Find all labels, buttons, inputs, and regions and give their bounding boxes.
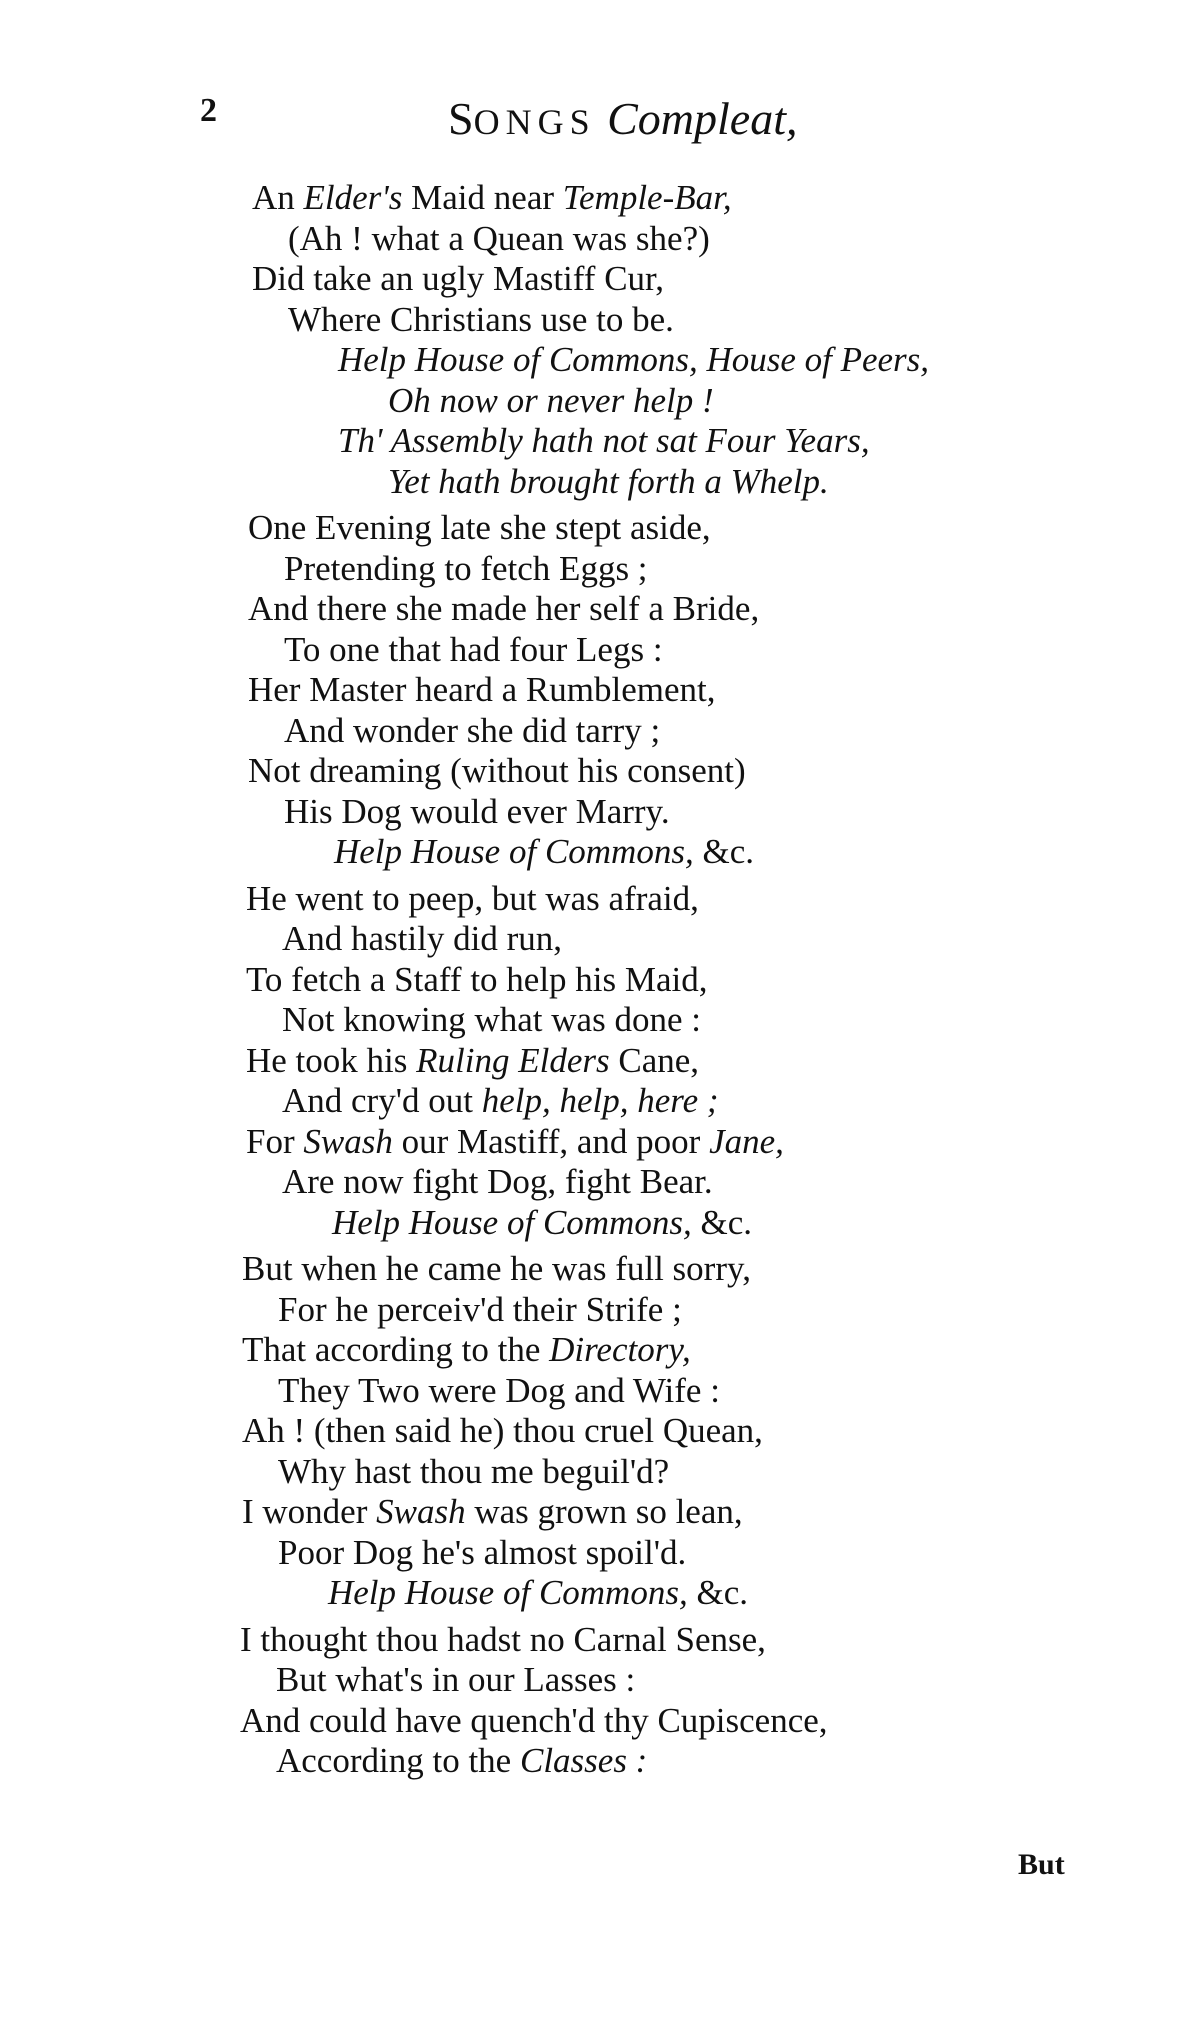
italic-text: Swash — [376, 1492, 466, 1531]
roman-text: &c. — [693, 832, 754, 871]
roman-text: &c. — [687, 1573, 748, 1612]
verse-line — [246, 960, 1132, 1001]
verse-line — [242, 1452, 1132, 1493]
roman-text: I thought thou hadst no Carnal Sense, — [240, 1619, 766, 1659]
verse-line — [248, 670, 1132, 711]
italic-text: Ruling Elders — [416, 1040, 610, 1080]
roman-text: For — [246, 1121, 304, 1161]
verse-line — [248, 589, 1132, 630]
roman-text: Poor Dog he's almost spoil'd. — [278, 1532, 687, 1572]
verse-line — [246, 1000, 1132, 1041]
roman-text: Not dreaming (without his consent) — [248, 751, 746, 790]
running-head — [448, 92, 798, 145]
stanza — [248, 508, 1132, 873]
roman-text: I wonder — [242, 1492, 377, 1531]
roman-text: And there she made her self a Bride, — [248, 589, 760, 628]
verse-line — [252, 219, 1132, 260]
roman-text: But what's in our Lasses : — [276, 1660, 636, 1699]
verse-line — [246, 1203, 1132, 1244]
poem-body — [240, 178, 1132, 1782]
roman-text: And hastily did run, — [282, 919, 562, 958]
verse-line — [248, 832, 1132, 873]
roman-text: They Two were Dog and Wife : — [278, 1370, 720, 1410]
page-number: 2 — [200, 92, 217, 129]
verse-line — [252, 421, 1132, 462]
roman-text: One Evening late she stept aside, — [248, 508, 711, 547]
verse-line — [248, 751, 1132, 792]
italic-text: Swash — [303, 1121, 393, 1161]
verse-line — [252, 340, 1132, 381]
verse-line — [248, 711, 1132, 752]
roman-text: To one that had four Legs : — [284, 629, 663, 669]
roman-text: He took his — [246, 1040, 417, 1080]
verse-line — [248, 792, 1132, 833]
italic-text: Help House of Commons, — [334, 832, 694, 871]
roman-text: And wonder she did tarry ; — [284, 710, 661, 750]
roman-text: Ah ! (then said he) thou cruel Quean, — [242, 1411, 763, 1450]
catchword: But — [1018, 1848, 1065, 1881]
roman-text: (Ah ! what a Quean was she?) — [288, 218, 710, 258]
verse-line — [242, 1573, 1132, 1614]
verse-line — [248, 508, 1132, 549]
italic-text: Temple-Bar, — [562, 178, 732, 217]
italic-text: Oh now or never help ! — [388, 380, 714, 420]
verse-line — [240, 1701, 1132, 1742]
verse-line — [242, 1533, 1132, 1574]
roman-text: And cry'd out — [282, 1081, 482, 1120]
roman-text: He went to peep, but was afraid, — [246, 878, 699, 918]
verse-line — [248, 549, 1132, 590]
roman-text: And could have quench'd thy Cupiscence, — [240, 1700, 828, 1740]
italic-text: Classes : — [519, 1741, 648, 1780]
verse-line — [242, 1411, 1132, 1452]
italic-text: Yet hath brought forth a Whelp. — [388, 461, 829, 501]
italic-text: Elder's — [303, 178, 403, 217]
italic-text: Directory, — [549, 1330, 691, 1369]
roman-text: Not knowing what was done : — [282, 1000, 701, 1039]
roman-text: But when he came he was full sorry, — [242, 1249, 751, 1288]
italic-text: Help House of Commons, — [328, 1573, 688, 1612]
italic-text: Th' Assembly hath not sat Four Years, — [338, 421, 870, 460]
roman-text: Did take an ugly Mastiff Cur, — [252, 259, 665, 298]
roman-text: our Mastiff, and poor — [392, 1121, 710, 1161]
running-head-initial: S — [448, 93, 474, 144]
verse-line — [252, 178, 1132, 219]
stanza — [252, 178, 1132, 502]
verse-line — [242, 1330, 1132, 1371]
verse-line — [248, 630, 1132, 671]
verse-line — [252, 300, 1132, 341]
italic-text: help, help, here ; — [481, 1081, 719, 1120]
italic-text: Help House of Commons, House of Peers, — [338, 340, 930, 379]
verse-line — [242, 1492, 1132, 1533]
roman-text: Her Master heard a Rumblement, — [248, 670, 716, 709]
verse-line — [242, 1371, 1132, 1412]
verse-line — [240, 1660, 1132, 1701]
italic-text: Jane, — [709, 1121, 784, 1161]
roman-text: Why hast thou me beguil'd? — [278, 1451, 670, 1491]
verse-line — [246, 1081, 1132, 1122]
verse-line — [252, 259, 1132, 300]
verse-line — [252, 462, 1132, 503]
roman-text: That according to the — [242, 1330, 550, 1369]
verse-line — [242, 1290, 1132, 1331]
roman-text: His Dog would ever Marry. — [284, 791, 670, 831]
verse-line — [240, 1620, 1132, 1661]
roman-text: To fetch a Staff to help his Maid, — [246, 959, 708, 999]
running-head-smallcaps: ONGS — [473, 102, 596, 142]
stanza — [240, 1620, 1132, 1782]
verse-line — [252, 381, 1132, 422]
verse-line — [246, 879, 1132, 920]
stanza — [242, 1249, 1132, 1614]
verse-line — [242, 1249, 1132, 1290]
roman-text: Pretending to fetch Eggs ; — [284, 548, 648, 588]
roman-text: Where Christians use to be. — [288, 299, 674, 339]
roman-text: was grown so lean, — [465, 1492, 743, 1531]
running-head-italic: Compleat, — [607, 93, 798, 144]
verse-line — [246, 919, 1132, 960]
roman-text: Are now fight Dog, fight Bear. — [282, 1162, 713, 1201]
roman-text: Maid near — [402, 178, 563, 217]
roman-text: According to the — [276, 1741, 520, 1780]
roman-text: &c. — [691, 1202, 752, 1242]
verse-line — [246, 1122, 1132, 1163]
verse-line — [246, 1041, 1132, 1082]
verse-line — [240, 1741, 1132, 1782]
stanza — [246, 879, 1132, 1244]
roman-text: An — [252, 178, 304, 217]
verse-line — [246, 1162, 1132, 1203]
roman-text: Cane, — [609, 1040, 700, 1080]
roman-text: For he perceiv'd their Strife ; — [278, 1289, 682, 1329]
italic-text: Help House of Commons, — [332, 1202, 692, 1242]
